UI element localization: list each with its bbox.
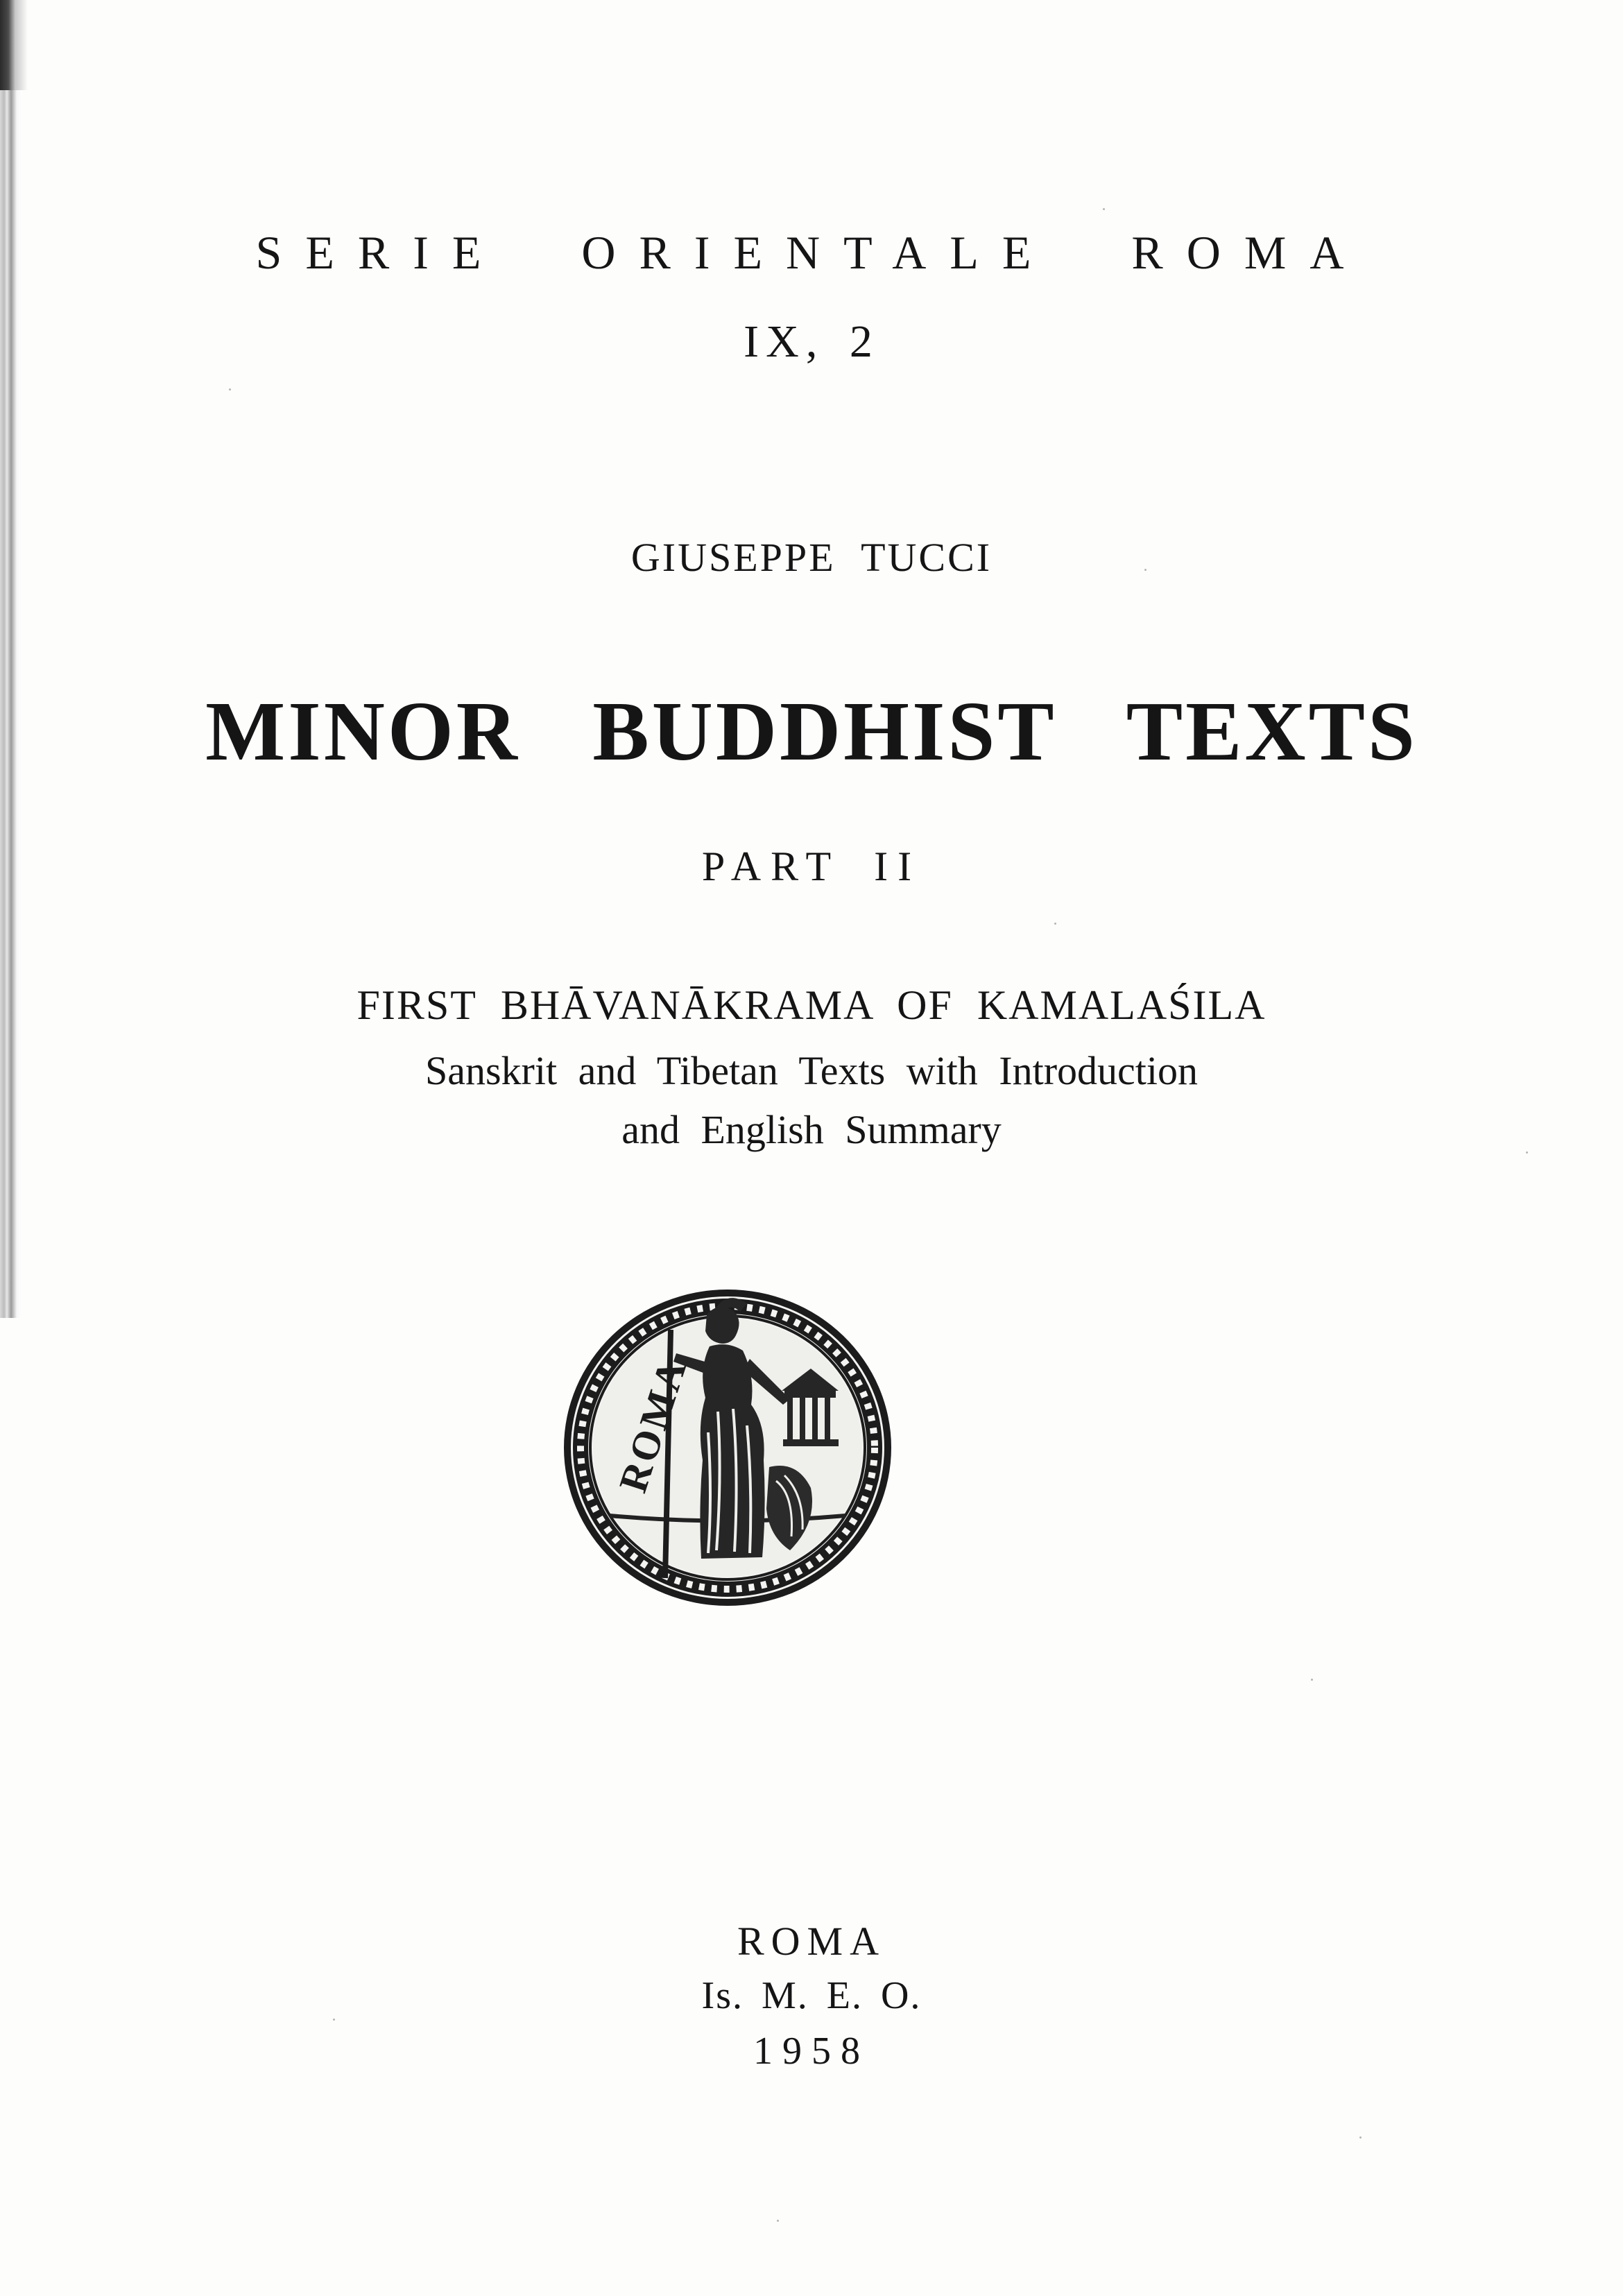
description-line-2: and English Summary (621, 1107, 1002, 1152)
part-label: PART II (701, 843, 922, 889)
publisher-name: Is. M. E. O. (701, 1974, 922, 2017)
scan-speck (1359, 2136, 1362, 2139)
scan-speck (229, 388, 231, 391)
scan-speck (1103, 208, 1105, 210)
emblem-inscription: ROMA (610, 1352, 696, 1498)
volume-number: IX, 2 (744, 316, 879, 367)
scan-speck (333, 2019, 335, 2021)
scan-speck (1526, 1151, 1528, 1154)
scan-speck (777, 2220, 779, 2222)
series-name: SERIE ORIENTALE ROMA (255, 226, 1368, 279)
binding-mark (0, 0, 28, 90)
subtitle: FIRST BHĀVANĀKRAMA OF KAMALAŚILA (357, 982, 1266, 1028)
publication-place: ROMA (737, 1919, 886, 1964)
description-line-1: Sanskrit and Tibetan Texts with Introduction (424, 1048, 1198, 1093)
scan-speck (1054, 923, 1056, 925)
book-title: MINOR BUDDHIST TEXTS (205, 685, 1418, 778)
scan-speck (1311, 1679, 1313, 1681)
author-name: GIUSEPPE TUCCI (630, 535, 993, 580)
scan-speck (1144, 569, 1147, 571)
coin-emblem-icon (561, 1287, 894, 1609)
publication-year: 1958 (753, 2030, 870, 2073)
